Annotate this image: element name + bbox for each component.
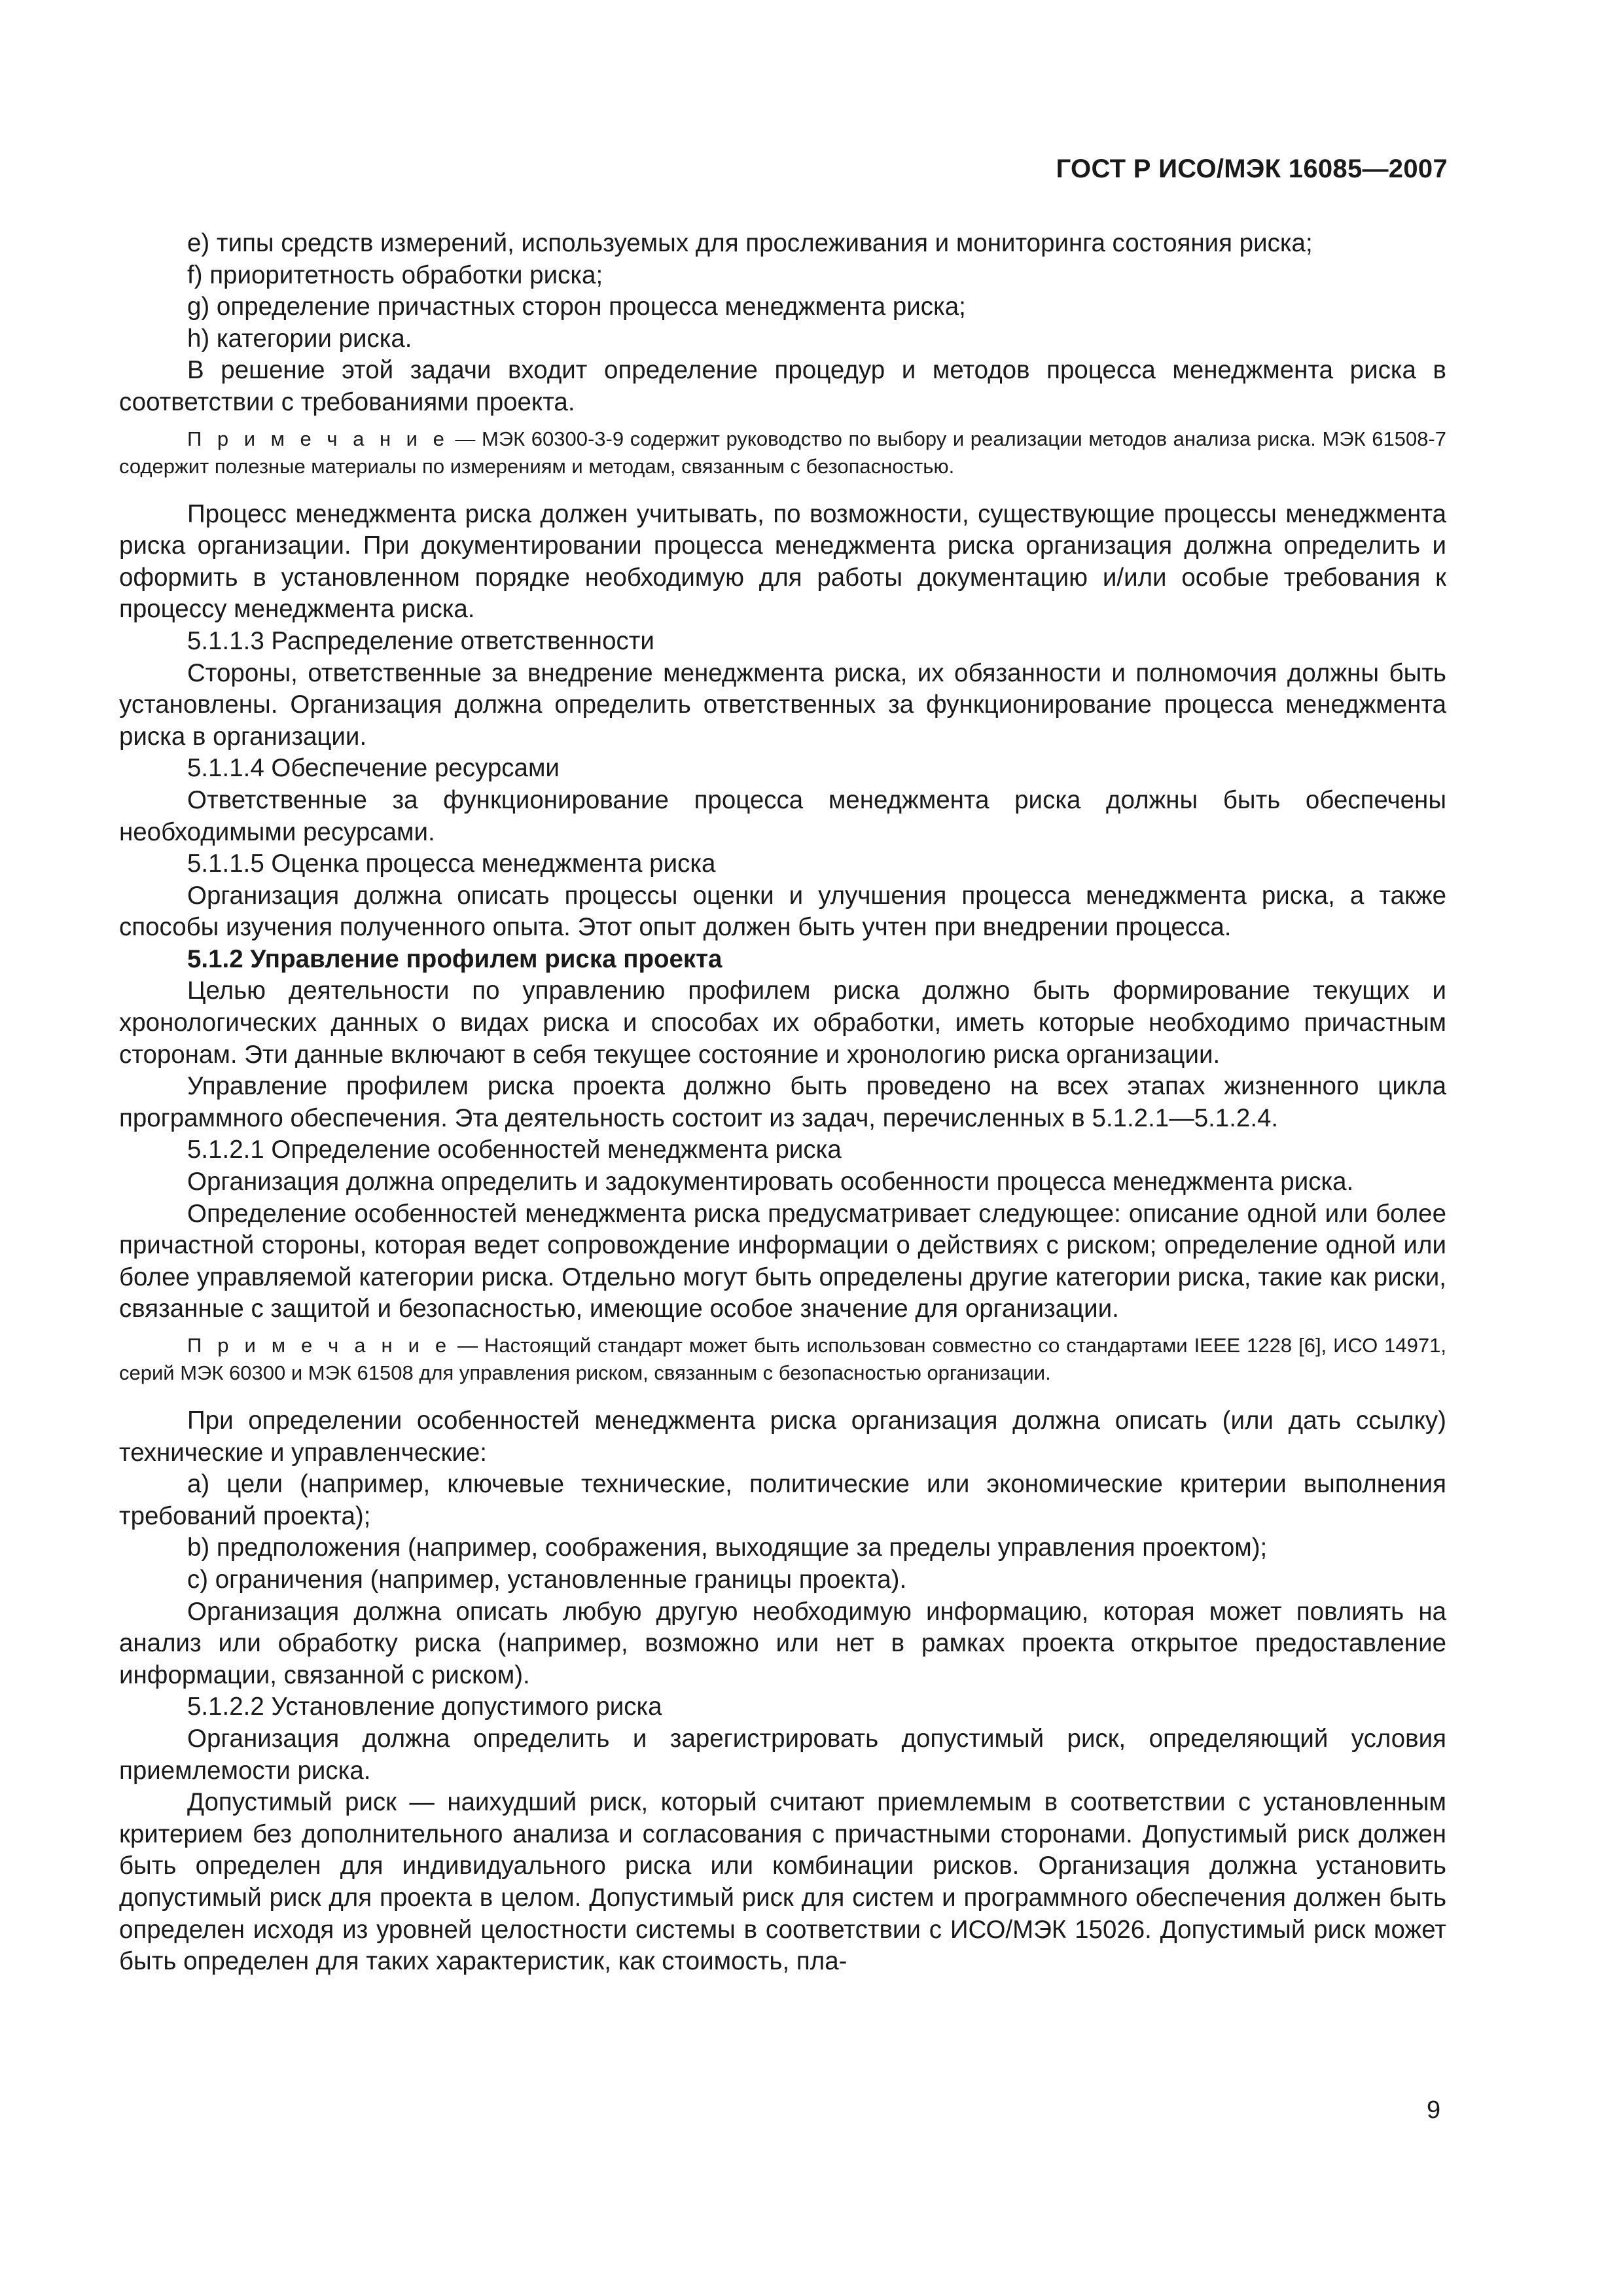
paragraph: Организация должна определить и задокументировать особенности процесса менеджмента риска. xyxy=(187,1168,1354,1196)
paragraph: Целью деятельности по управлению профилем риска должно быть формирование текущих и хронологических данных о видах риска и способах их обработки, иметь которые необходимо причастным сторонам. Эти данные включают в себя текущее состояние и хронологию риска организации. xyxy=(119,977,1446,1069)
note-label: П р и м е ч а н и е xyxy=(187,1334,452,1357)
paragraph: Организация должна определить и зарегистрировать допустимый риск, определяющий условия приемлемости риска. xyxy=(119,1724,1446,1785)
list-item-e: e) типы средств измерений, используемых для прослеживания и мониторинга состояния риска; xyxy=(187,229,1313,257)
section-heading-5-1-2-2: 5.1.2.2 Установление допустимого риска xyxy=(187,1693,662,1721)
note-text: — Настоящий стандарт может быть использован совместно со стандартами IEEE 1228 [6], ИСО 14971, серий МЭК 60300 и МЭК 61508 для управления риском, связанным с безопасностью организации. xyxy=(119,1334,1447,1384)
section-heading-5-1-1-3: 5.1.1.3 Распределение ответственности xyxy=(187,626,654,655)
paragraph: Стороны, ответственные за внедрение менеджмента риска, их обязанности и полномочия должны быть установлены. Организация должна определить ответственных за функционирование процесса менеджмента риска в организации. xyxy=(119,658,1446,751)
paragraph: Допустимый риск — наихудший риск, который считают приемлемым в соответствии с установленным критерием без дополнительного анализа и согласования с причастными сторонами. Допустимый риск должен быть определен для индивидуального риска или комбинации рисков. Организация должна установить допустимый риск для проекта в целом. Допустимый риск для систем и программного обеспечения должен быть определен исходя из уровней целостности системы в соответствии с ИСО/МЭК 15026. Допустимый риск может быть определен для таких характеристик, как стоимость, пла- xyxy=(119,1788,1446,1976)
paragraph: Процесс менеджмента риска должен учитывать, по возможности, существующие процессы менеджмента риска организации. При документировании процесса менеджмента риска организация должна определить и оформить в установленном порядке необходимую для работы документацию и/или особые требования к процессу менеджмента риска. xyxy=(119,499,1446,624)
paragraph: Определение особенностей менеджмента риска предусматривает следующее: описание одной или более причастной стороны, которая ведет сопровождение информации о действиях с риском; определение одной или более управляемой категории риска. Отдельно могут быть определены другие категории риска, такие как риски, связанные с защитой и безопасностью, имеющие особое значение для организации. xyxy=(119,1199,1446,1323)
list-item-c: c) ограничения (например, установленные границы проекта). xyxy=(187,1565,907,1594)
document-body xyxy=(119,228,1446,1978)
paragraph: Управление профилем риска проекта должно быть проведено на всех этапах жизненного цикла программного обеспечения. Эта деятельность состоит из задач, перечисленных в 5.1.2.1—5.1.2.4. xyxy=(119,1072,1446,1132)
paragraph: Ответственные за функционирование процесса менеджмента риска должны быть обеспечены необходимыми ресурсами. xyxy=(119,785,1446,846)
paragraph: При определении особенностей менеджмента риска организация должна описать (или дать ссылку) технические и управленческие: xyxy=(119,1407,1446,1467)
note-paragraph xyxy=(119,425,1446,480)
paragraph: Организация должна описать любую другую необходимую информацию, которая может повлиять на анализ или обработку риска (например, возможно или нет в рамках проекта открытое предоставление информации, связанной с риском). xyxy=(119,1597,1446,1689)
section-heading-5-1-1-4: 5.1.1.4 Обеспечение ресурсами xyxy=(187,754,560,783)
section-heading-5-1-2-1: 5.1.2.1 Определение особенностей менеджмента риска xyxy=(187,1136,842,1164)
list-item-h: h) категории риска. xyxy=(187,324,412,353)
section-heading-5-1-2: 5.1.2 Управление профилем риска проекта xyxy=(187,944,722,973)
list-item-a: a) цели (например, ключевые технические, политические или экономические критерии выполнения требований проекта); xyxy=(119,1470,1446,1530)
list-item-g: g) определение причастных сторон процесса менеджмента риска; xyxy=(187,293,966,321)
note-text: — МЭК 60300-3-9 содержит руководство по выбору и реализации методов анализа риска. МЭК 61508-7 содержит полезные материалы по измерениям и методам, связанным с безопасностью. xyxy=(119,427,1446,478)
paragraph: В решение этой задачи входит определение процедур и методов процесса менеджмента риска в соответствии с требованиями проекта. xyxy=(119,356,1446,416)
list-item-b: b) предположения (например, соображения, выходящие за пределы управления проектом); xyxy=(187,1534,1268,1562)
list-item-f: f) приоритетность обработки риска; xyxy=(187,260,603,289)
standard-code-header: ГОСТ Р ИСО/МЭК 16085—2007 xyxy=(1056,154,1448,183)
note-paragraph xyxy=(119,1332,1446,1387)
note-label: П р и м е ч а н и е xyxy=(187,427,449,450)
paragraph: Организация должна описать процессы оценки и улучшения процесса менеджмента риска, а также способы изучения полученного опыта. Этот опыт должен быть учтен при внедрении процесса. xyxy=(119,881,1446,942)
page-number: 9 xyxy=(1427,2096,1441,2124)
section-heading-5-1-1-5: 5.1.1.5 Оценка процесса менеджмента риска xyxy=(187,850,716,878)
